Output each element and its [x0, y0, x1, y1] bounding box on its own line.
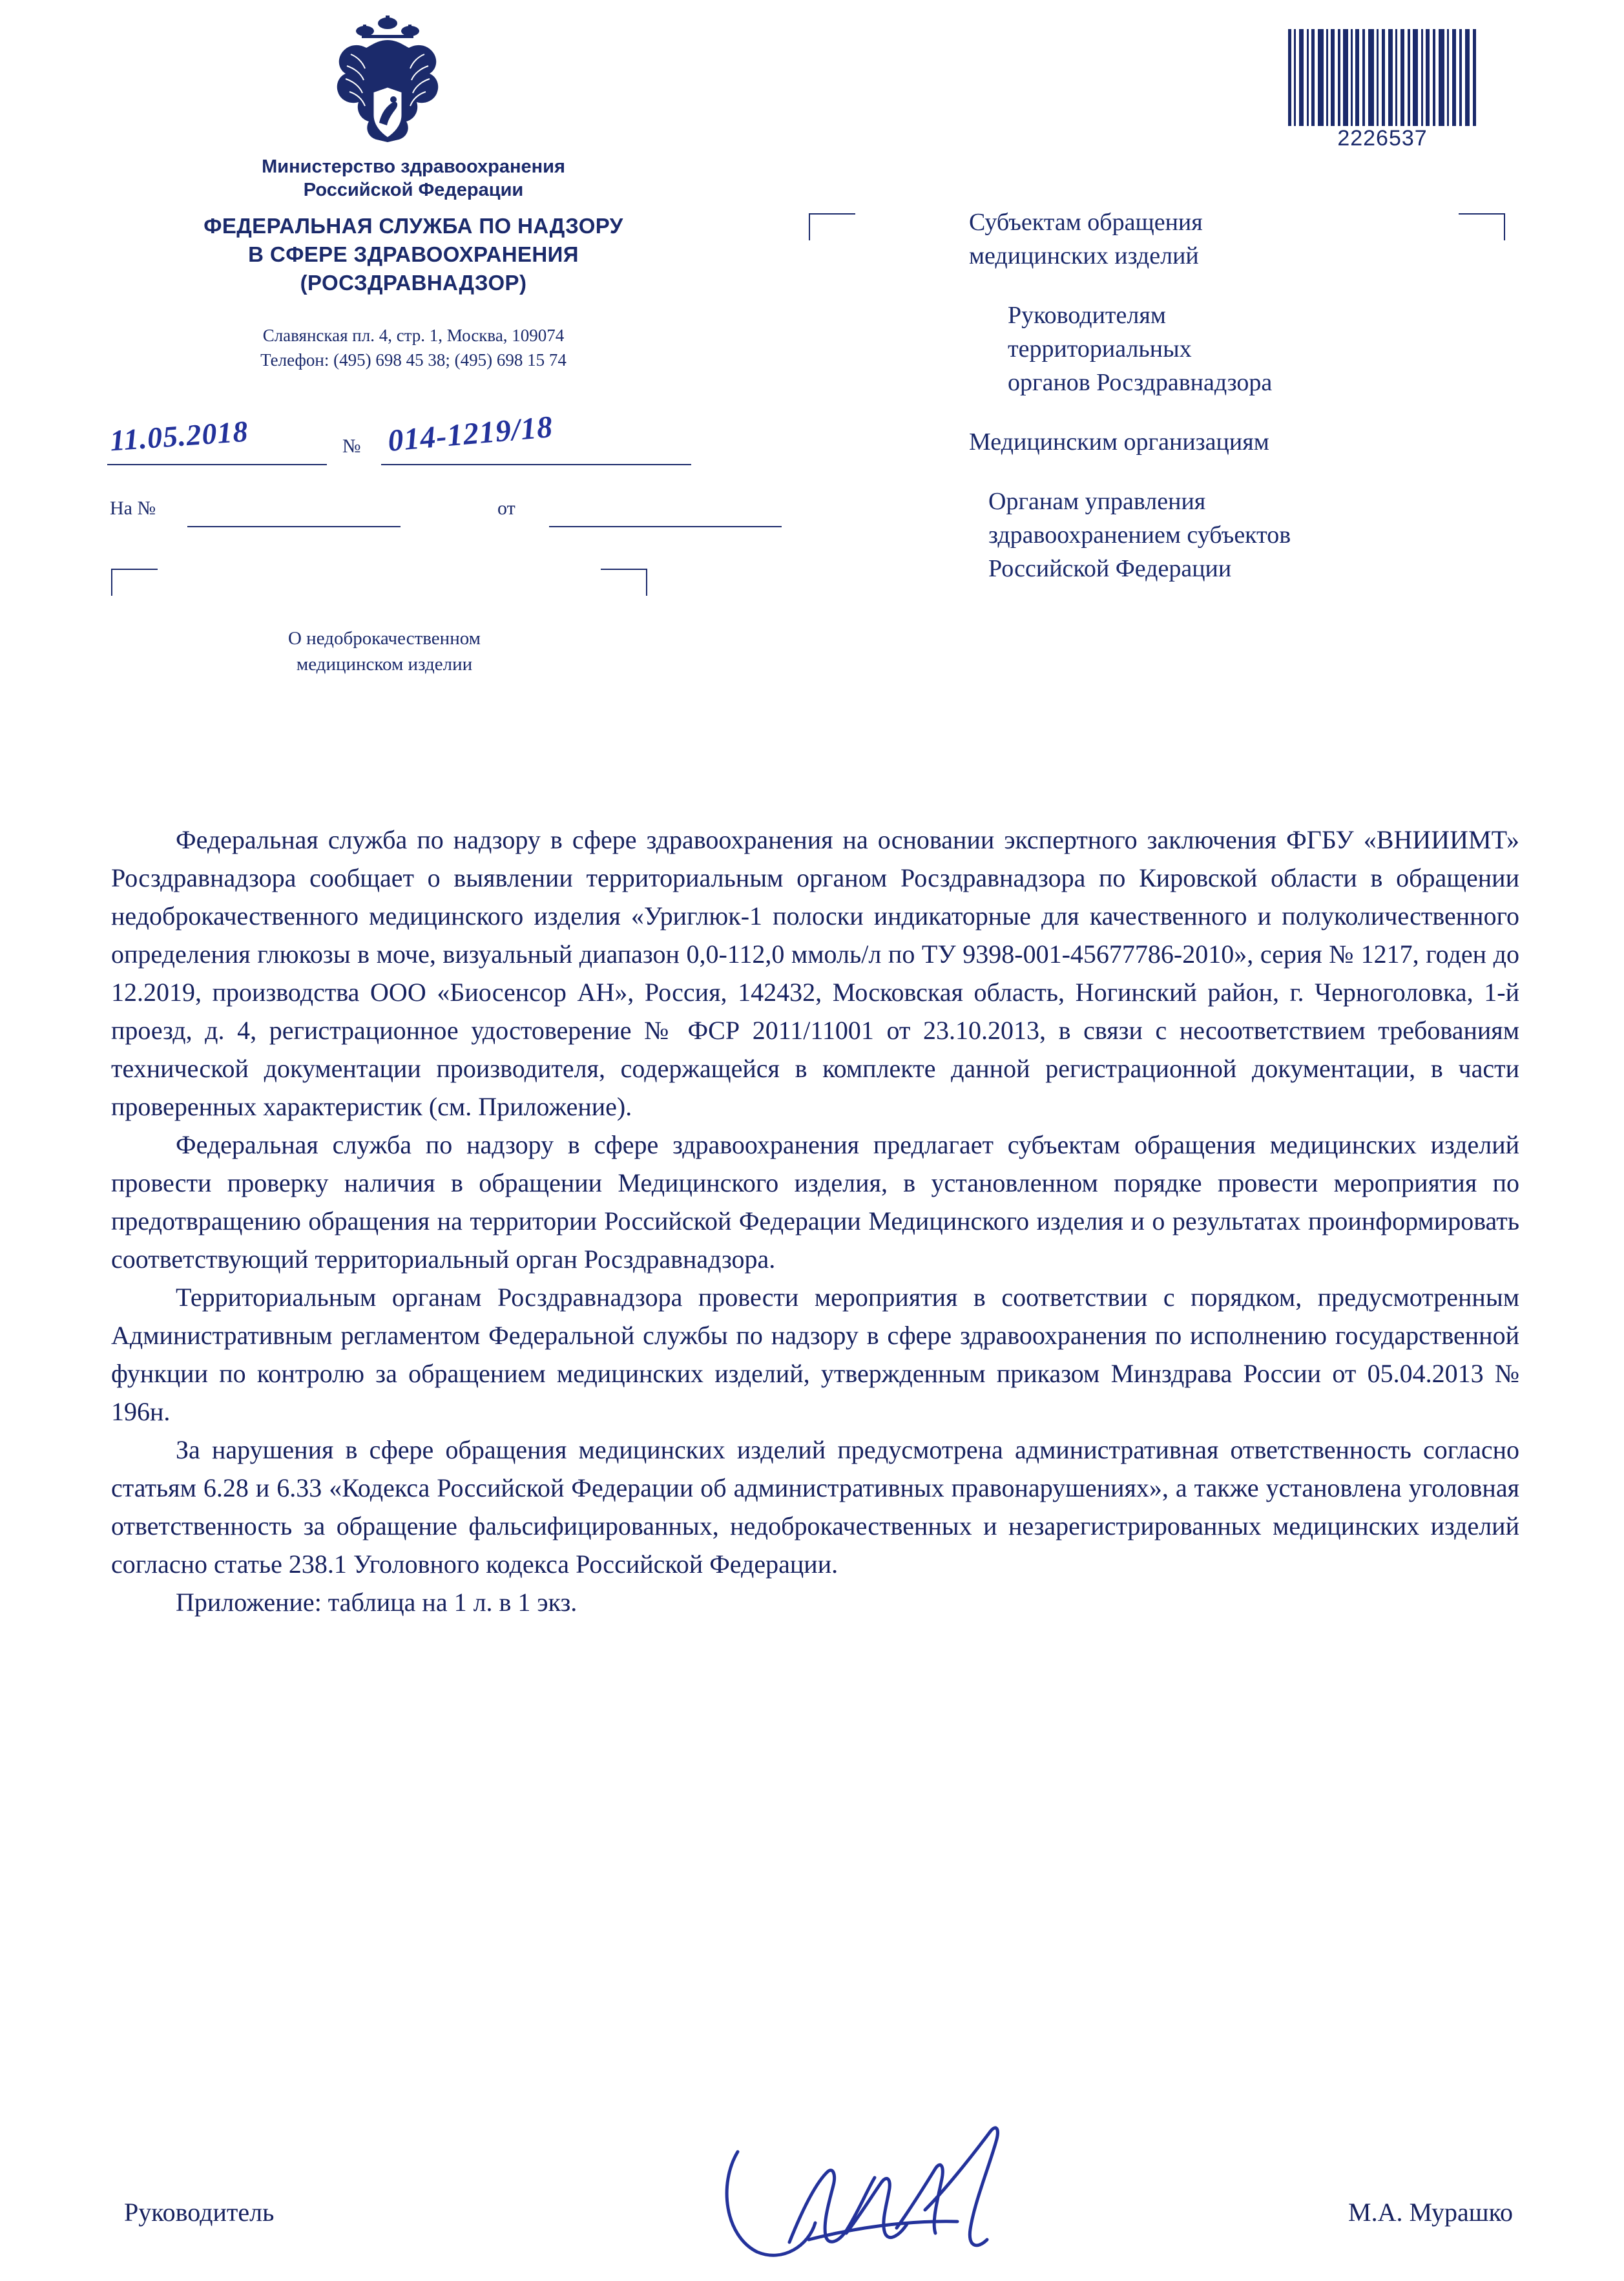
- subject-bracket-top-right: [601, 569, 647, 596]
- letterhead: [0, 0, 1624, 762]
- address-line: Славянская пл. 4, стр. 1, Москва, 109074: [262, 326, 565, 345]
- incoming-number-rule: [187, 526, 401, 527]
- barcode-number: 2226537: [1337, 126, 1428, 151]
- signature-block: [111, 2184, 1519, 2268]
- addressee-2-line-1: Руководителям: [1008, 302, 1166, 329]
- organization-block: [90, 155, 736, 372]
- date-rule: [107, 464, 327, 465]
- addressee-item-3: [969, 425, 1531, 459]
- addressee-item-1: [969, 205, 1531, 273]
- body-paragraph-2: Федеральная служба по надзору в сфере здравоохранения предлагает субъектам обращения медицинских изделий провести проверку наличия в обращении Медицинского изделия, в установленном порядке провести мероприятия по предотвращению обращения на территории Российской Федерации Медицинского изделия и о результатах проинформировать соответствующий территориальный орган Росздравнадзора.: [111, 1130, 1519, 1274]
- addressee-4-line-3: Российской Федерации: [988, 555, 1232, 582]
- addressee-1-line-2: медицинских изделий: [969, 242, 1199, 269]
- incoming-date-label: от: [497, 498, 515, 519]
- service-name: [90, 212, 736, 297]
- service-line-2: В СФЕРЕ ЗДРАВООХРАНЕНИЯ: [248, 242, 579, 266]
- addressee-3-line-1: Медицинским организациям: [969, 428, 1269, 456]
- addressee-2-line-2: территориальных: [1008, 335, 1192, 363]
- addressee-bracket-top-left: [809, 213, 855, 240]
- service-line-1: ФЕДЕРАЛЬНАЯ СЛУЖБА ПО НАДЗОРУ: [203, 214, 623, 238]
- signer-name: М.А. Мурашко: [1348, 2198, 1513, 2227]
- subject-line-1: О недоброкачественном: [287, 628, 481, 649]
- body-paragraph-3: Территориальным органам Росздравнадзора провести мероприятия в соответствии с порядком, предусмотренным Административным регламентом Федеральной службы по надзору в сфере здравоохранения по исполнению государственной функции по контролю за обращением медицинских изделий, утвержденным приказом Минздрава России от 05.04.2013 № 196н.: [111, 1283, 1519, 1426]
- letter-body: [111, 821, 1519, 1621]
- subject-bracket-top-left: [111, 569, 158, 596]
- ministry-line-2: Российской Федерации: [303, 180, 524, 200]
- organization-address: [90, 323, 736, 372]
- addressee-2-line-3: органов Росздравнадзора: [1008, 369, 1273, 396]
- addressee-item-4: [988, 485, 1531, 585]
- signer-role: Руководитель: [124, 2198, 275, 2227]
- service-line-3: (РОСЗДРАВНАДЗОР): [300, 271, 527, 295]
- addressee-1-line-1: Субъектам обращения: [969, 209, 1203, 236]
- registration-number-handwritten: 014-1219/18: [386, 409, 555, 459]
- body-paragraph-1: Федеральная служба по надзору в сфере здравоохранения на основании экспертного заключения ФГБУ «ВНИИИМТ» Росздравнадзора сообщает о выявлении территориальным органом Росздравнадзора по Кировской области в обращении недоброкачественного медицинского изделия «Уриглюк-1 полоски индикаторные для качественного и полуколичественного определения глюкозы в моче, визуальный диапазон 0,0-112,0 ммоль/л по ТУ 9398-001-45677786-2010», серия № 1217, годен до 12.2019, производства ООО «Биосенсор АН», Россия, 142432, Московская область, Ногинский район, г. Черноголовка, 1-й проезд, д. 4, регистрационное удостоверение № ФСР 2011/11001 от 23.10.2013, в связи с несоответствием требованиям технической документации производителя, содержащейся в комплекте данной регистрационной документации, в части проверенных характеристик (см. Приложение).: [111, 825, 1519, 1121]
- addressee-4-line-1: Органам управления: [988, 488, 1206, 515]
- barcode-block: [1286, 29, 1479, 168]
- ministry-line-1: Министерство здравоохранения: [262, 156, 565, 177]
- incoming-reference-line: [110, 498, 717, 536]
- addressee-4-line-2: здравоохранением субъектов: [988, 521, 1291, 549]
- registration-date-handwritten: 11.05.2018: [109, 414, 249, 457]
- russian-coat-of-arms-icon: [326, 14, 449, 153]
- barcode-icon: [1286, 29, 1479, 126]
- addressee-block: [969, 205, 1531, 611]
- number-symbol: №: [342, 436, 361, 457]
- body-paragraph-4: За нарушения в сфере обращения медицинских изделий предусмотрена административная ответственность согласно статьям 6.28 и 6.33 «Кодекса Российской Федерации об административных правонарушениях», а также установлена уголовная ответственность за обращение фальсифицированных, недоброкачественных и незарегистрированных медицинских изделий согласно статье 238.1 Уголовного кодекса Российской Федерации.: [111, 1435, 1519, 1579]
- subject-line-2: медицинском изделии: [296, 654, 473, 675]
- phone-line: Телефон: (495) 698 45 38; (495) 698 15 74: [260, 350, 567, 370]
- attachment-note: Приложение: таблица на 1 л. в 1 экз.: [176, 1588, 578, 1617]
- number-rule: [381, 464, 691, 465]
- incoming-date-rule: [549, 526, 782, 527]
- ministry-name: [90, 155, 736, 202]
- registration-line: [109, 409, 717, 477]
- addressee-item-2: [1008, 299, 1531, 399]
- incoming-number-label: На №: [110, 498, 156, 519]
- subject-block: [116, 625, 652, 677]
- handwritten-signature-icon: [712, 2113, 1074, 2275]
